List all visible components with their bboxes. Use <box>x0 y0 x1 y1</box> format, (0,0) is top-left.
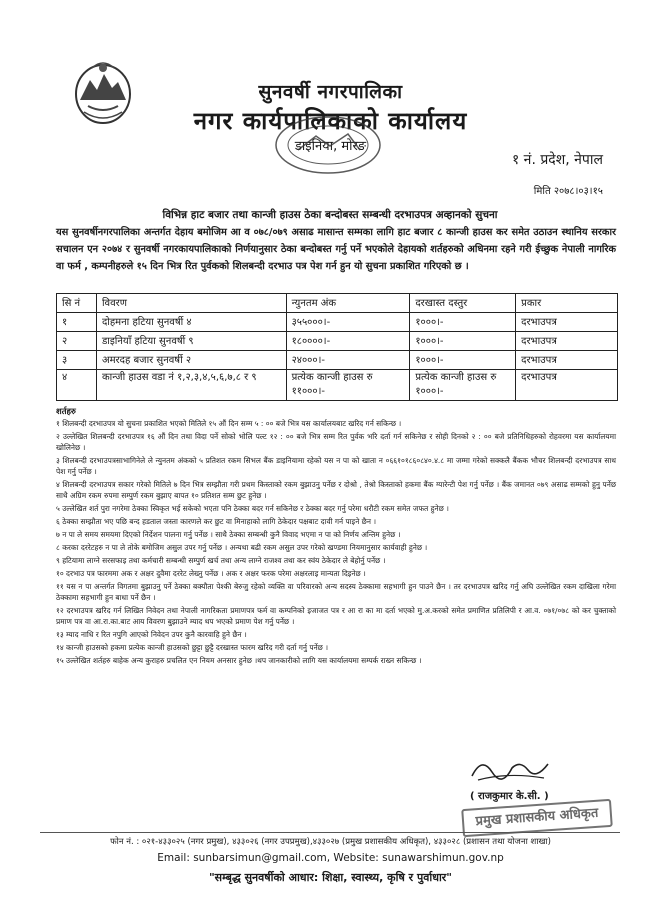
term-item: ५ उल्लेखित शर्त पुरा नगरेमा ठेक्का स्विकृत भई सकेको भएता पनि ठेक्का बदर गर्न सकिनेछ र ठेक्का बदर गर्नु परेमा धरौटी रकम समेत जफत हुनेछ । <box>56 504 449 513</box>
bid-table <box>56 293 618 401</box>
table-cell: कान्जी हाउस वडा नं १,२,३,४,५,६,७,८ र ९ <box>96 370 286 401</box>
term-item: ९ हटियामा लाग्ने सरसफाइ तथा कर्मचारी सम्बन्धी सम्पुर्ण खर्च तथा अन्य लाग्ने राजश्व तथा कर स्वंय ठेकेदार ले बेहोर्नु पर्नेछ । <box>56 556 386 565</box>
term-item: १४ कान्जी हाउसको हकमा प्रत्येक कान्जी हाउसको छुट्टा छुट्टै दरखास्त फारम खरिद गरी दर्ता गर्नु पर्नेछ । <box>56 643 329 652</box>
column-header: न्युनतम अंक <box>286 294 410 313</box>
officer-stamp: प्रमुख प्रशासकीय अधिकृत <box>461 799 613 837</box>
municipality-name: सुनवर्षी नगरपालिका <box>258 81 403 103</box>
table-row <box>57 332 618 351</box>
table-cell: ३ <box>57 351 97 370</box>
notice-subject: विभिन्न हाट बजार तथा कान्जी हाउस ठेका बन्दोबस्त सम्बन्धी दरभाउपत्र अव्हानको सुचना <box>162 209 498 221</box>
table-cell: १८००००।- <box>286 332 410 351</box>
office-name: नगर कार्यपालिकाको कार्यालय <box>193 107 468 135</box>
term-item: ८ करका दररेटहरु न पा ले तोके बमोजिम असुल उपर गर्नु पर्नेछ । अन्यथा बढी रकम असुल उपर गरेको खण्डमा नियमानुसार कार्यवाही हुनेछ । <box>56 543 428 552</box>
term-item: २ उल्लेखित शिलबन्दी दरभाउपत्र १६ औं दिन तथा विदा पर्ने सोको भोलि पल्ट १२ : ०० बजे भित्र सम्म रित पुर्वक भरि दर्ता गर्न सकिनेछ र सोही दिनको २ : ०० बजे प्रतिनिधिहरुको रोहवरमा यस कार्यालयमा खोलिनेछ । <box>56 432 616 452</box>
table-cell: दरभाउपत्र <box>516 370 618 401</box>
term-item: ७ न पा ले समय समयमा दिएको निर्देशन पालना गर्नु पर्नेछ । साथै ठेक्का सम्बन्धी कुनै विवाद भएमा न पा को निर्णय अन्तिम हुनेछ । <box>56 530 401 539</box>
table-cell: १०००।- <box>410 332 516 351</box>
notice-intro: यस सुनवर्षीनगरपालिका अन्तर्गत देहाय बमोजिम आ व ०७८/०७९ असाढ मासान्त सम्मका लागि हाट बजार ८ कान्जी हाउस कर समेत उठाउन स्थानिय सरकार सचालन एन २०७४ र सुनवर्षी नगरकायपालिकाको निर्णयानुसार ठेका बन्दोबस्त गर्नु पर्ने भएकोले देहायको शर्तहरुको अधिनमा रहने गरी ईच्छुक नेपाली नागरिक वा फर्म , कम्पनीहरुले १५ दिन भित्र रित पुर्वकको शिलबन्दी दरभाउ पत्र पेश गर्न हुन यो सुचना प्रकाशित गरिएको छ । <box>56 227 616 272</box>
signer-name: ( राजकुमार के.सी. ) <box>470 791 549 802</box>
footer-divider <box>40 832 620 833</box>
table-header-row <box>57 294 618 313</box>
signature-icon <box>468 752 552 786</box>
office-place: डाइनिया, मोरङ <box>294 139 367 154</box>
term-item: १२ दरभाउपत्र खरिद गर्न लिखित निवेदन तथा नेपाली नागरिकता प्रमाणपत्र फर्म वा कम्पनिको इजाजत पत्र र आ रा का मा दर्ता भएको मु.अ.करको समेत प्रमाणित प्रतिलिपी र आ.व. ०७१/०७८ को कर चुक्ताको प्रमाण पत्र वा आ.रा.का.बाट आय विवरण बुझाउने म्याद थप भएको प्रमाण पेश गर्नु पर्नेछ । <box>56 606 616 626</box>
footer-slogan: "सम्बृद्ध सुनवर्षीको आधार: शिक्षा, स्वास्थ्य, कृषि र पुर्वाधार" <box>208 871 453 884</box>
province-label: १ नं. प्रदेश, नेपाल <box>511 152 603 168</box>
table-cell: २४०००।- <box>286 351 410 370</box>
table-cell: १०००।- <box>410 351 516 370</box>
terms-title: शर्तहरु <box>56 406 76 416</box>
footer-contact: फोन नं. : ०२१-४३३०२५ (नगर प्रमुख), ४३३०२६ (नगर उपप्रमुख),४३३०२७ (प्रमुख प्रशासकीय अधिकृत), ४३३०२८ (प्रशासन तथा योजना शाखा) <box>110 837 551 847</box>
table-cell: ४ <box>57 370 97 401</box>
term-item: ६ ठेक्का सम्झौता भए पछि बन्द हडताल जस्ता कारणले कर छुट वा मिनाहाको लागि ठेकेदार पक्षबाट दावी गर्न पाइने छैन । <box>56 517 377 526</box>
table-cell: १०००।- <box>410 313 516 332</box>
table-cell: दरभाउपत्र <box>516 351 618 370</box>
table-row <box>57 351 618 370</box>
column-header: प्रकार <box>516 294 618 313</box>
table-cell: डाइनियाँ हटिया सुनवर्षी ९ <box>96 332 286 351</box>
term-item: १ शिलबन्दी दरभाउपत्र यो सुचना प्रकाशित भएको मितिले १५ औं दिन सम्म ५ : ०० बजे भित्र यस कार्यालयबाट खरिद गर्न सकिन्छ । <box>56 419 402 428</box>
table-cell: ३५५०००।- <box>286 313 410 332</box>
notice-date: मिति २०७८।०३।१५ <box>533 186 603 197</box>
terms-section <box>56 406 616 668</box>
column-header: विवरण <box>96 294 286 313</box>
table-cell: अमरदह बजार सुनवर्षी २ <box>96 351 286 370</box>
term-item: १० दरभाउ पत्र फारममा अक र अक्षर दुवैमा दररेट लेख्नु पर्नेछ । अक र अक्षर फरक परेमा अक्षरलाइ मान्यता दिइनेछ । <box>56 569 366 578</box>
table-cell: २ <box>57 332 97 351</box>
table-row <box>57 313 618 332</box>
footer-email: Email: sunbarsimun@gmail.com, Website: sunawarshimun.gov.np <box>157 852 504 864</box>
term-item: १३ म्याद नाधि र रित नपुगि आएको निवेदन उपर कुनै कारवाहि हुने छैन । <box>56 630 247 639</box>
table-cell: प्रत्येक कान्जी हाउस रु ११०००।- <box>286 370 410 401</box>
office-seal-icon <box>268 112 388 178</box>
table-cell: दरभाउपत्र <box>516 332 618 351</box>
term-item: ११ यस न पा अन्तर्गत विगतमा बुझाउनु पर्ने ठेक्का बक्यौता पेश्की बेरुजु रहेको व्यक्ति वा परिवारको अन्य सदस्य ठेक्कामा सहभागी हुन पाउने छैन । तर दरभाउपत्र खरिद गर्नु अघि उल्लेखित रकम दाखिला गरेमा ठेक्कामा सहभागी हुन बाधा पर्ने छैन । <box>56 582 616 602</box>
term-item: ३ शिलबन्दी दरभाउपत्रसाभागिनेले ले न्युनतम अंकको ५ प्रतिशत रकम सिभल बैंक डाइनियामा रहेको यस न पा को खाता न ०६६१०१८६०८४०.४.८ मा जम्मा गरेको सक्कलै बैंकक भौचर शिलबन्दी दरभाउपत्र साथ पेश गर्नु पर्नेछ । <box>56 456 616 476</box>
column-header: सि नं <box>57 294 97 313</box>
table-cell: १ <box>57 313 97 332</box>
term-item: ४ शिलबन्दी दरभाउपत्र सकार गरेको मितिले ७ दिन भित्र सम्झौता गरी प्रथम किस्ताको रकम बुझाउनु पर्नेछ र दोश्रो , तेश्रो किस्ताको हकमा बैंक ग्यारेन्टी पेश गर्नु पर्नेछ । बैंक जमानत ०७९ असाढ सम्मको हुनु पर्नेछ साथै अग्रिम रकम रुपमा सम्पुर्ण रकम बुझाए बापत १० प्रतिशत सम्म छुट हुनेछ । <box>56 480 616 500</box>
table-cell: दोहमना हटिया सुनवर्षी ४ <box>96 313 286 332</box>
table-cell: प्रत्येक कान्जी हाउस रु १०००।- <box>410 370 516 401</box>
table-row <box>57 370 618 401</box>
term-item: १५ उल्लेखित शर्तहरु बाहेक अन्य कुराहरु प्रचलित एन नियम अनसार हुनेछ ।थप जानकारीको लागि यस कार्यालयमा सम्पर्क राख्न सकिन्छ । <box>56 656 422 665</box>
column-header: दरखास्त दस्तुर <box>410 294 516 313</box>
table-cell: दरभाउपत्र <box>516 313 618 332</box>
